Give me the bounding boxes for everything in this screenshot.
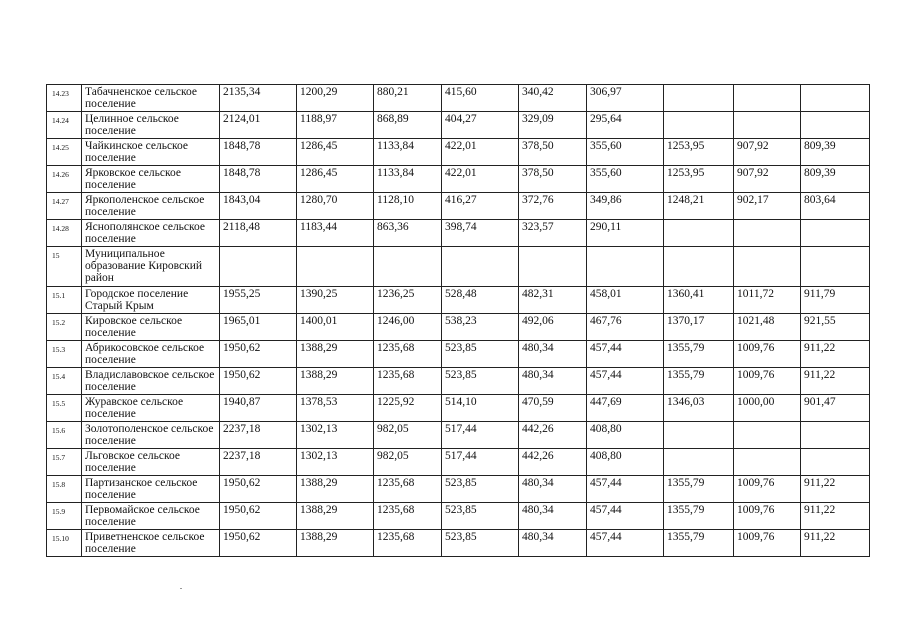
value-cell: 457,44 — [587, 341, 664, 368]
value-cell: 480,34 — [519, 368, 587, 395]
value-cell: 907,92 — [734, 139, 801, 166]
value-cell — [734, 247, 801, 287]
settlement-name: Табачненское сельское поселение — [82, 85, 220, 112]
value-cell: 982,05 — [374, 449, 442, 476]
value-cell — [734, 449, 801, 476]
value-cell: 480,34 — [519, 476, 587, 503]
value-cell: 1235,68 — [374, 503, 442, 530]
value-cell: 2124,01 — [220, 112, 297, 139]
value-cell: 404,27 — [442, 112, 519, 139]
value-cell: 1000,00 — [734, 395, 801, 422]
settlement-name: Владиславовское сельское поселение — [82, 368, 220, 395]
value-cell: 863,36 — [374, 220, 442, 247]
value-cell: 1253,95 — [664, 139, 734, 166]
row-number: 14.25 — [47, 139, 82, 166]
value-cell: 1378,53 — [297, 395, 374, 422]
value-cell: 803,64 — [801, 193, 870, 220]
value-cell: 1128,10 — [374, 193, 442, 220]
value-cell: 982,05 — [374, 422, 442, 449]
table-row — [47, 341, 870, 368]
value-cell: 1253,95 — [664, 166, 734, 193]
value-cell: 1235,68 — [374, 530, 442, 557]
value-cell: 911,22 — [801, 476, 870, 503]
value-cell: 523,85 — [442, 503, 519, 530]
value-cell: 480,34 — [519, 341, 587, 368]
scan-speck — [180, 588, 182, 589]
value-cell: 868,89 — [374, 112, 442, 139]
value-cell: 1388,29 — [297, 503, 374, 530]
value-cell: 1009,76 — [734, 341, 801, 368]
table-row — [47, 193, 870, 220]
value-cell: 457,44 — [587, 476, 664, 503]
value-cell: 1400,01 — [297, 314, 374, 341]
settlement-name: Яснополянское сельское поселение — [82, 220, 220, 247]
value-cell: 323,57 — [519, 220, 587, 247]
settlement-name: Золотополенское сельское поселение — [82, 422, 220, 449]
row-number: 14.28 — [47, 220, 82, 247]
value-cell: 306,97 — [587, 85, 664, 112]
value-cell: 349,86 — [587, 193, 664, 220]
value-cell: 378,50 — [519, 139, 587, 166]
value-cell: 911,79 — [801, 287, 870, 314]
settlement-name: Яркополенское сельское поселение — [82, 193, 220, 220]
settlement-name: Кировское сельское поселение — [82, 314, 220, 341]
value-cell: 1009,76 — [734, 368, 801, 395]
value-cell: 355,60 — [587, 166, 664, 193]
value-cell: 1188,97 — [297, 112, 374, 139]
table-row — [47, 287, 870, 314]
value-cell: 447,69 — [587, 395, 664, 422]
value-cell — [734, 112, 801, 139]
value-cell: 1355,79 — [664, 476, 734, 503]
value-cell: 1390,25 — [297, 287, 374, 314]
value-cell: 1286,45 — [297, 139, 374, 166]
value-cell: 538,23 — [442, 314, 519, 341]
value-cell: 408,80 — [587, 422, 664, 449]
value-cell: 911,22 — [801, 341, 870, 368]
value-cell: 467,76 — [587, 314, 664, 341]
value-cell: 1388,29 — [297, 368, 374, 395]
row-number: 15.10 — [47, 530, 82, 557]
value-cell: 1302,13 — [297, 449, 374, 476]
value-cell: 398,74 — [442, 220, 519, 247]
value-cell: 1848,78 — [220, 166, 297, 193]
value-cell: 442,26 — [519, 422, 587, 449]
value-cell: 2135,34 — [220, 85, 297, 112]
value-cell: 1965,01 — [220, 314, 297, 341]
value-cell: 340,42 — [519, 85, 587, 112]
row-number: 14.23 — [47, 85, 82, 112]
value-cell: 1355,79 — [664, 530, 734, 557]
value-cell — [801, 85, 870, 112]
table-row — [47, 314, 870, 341]
value-cell: 1235,68 — [374, 368, 442, 395]
value-cell: 458,01 — [587, 287, 664, 314]
table-row — [47, 85, 870, 112]
value-cell: 290,11 — [587, 220, 664, 247]
value-cell: 880,21 — [374, 85, 442, 112]
row-number: 15.8 — [47, 476, 82, 503]
value-cell: 1940,87 — [220, 395, 297, 422]
row-number: 15 — [47, 247, 82, 287]
value-cell: 1388,29 — [297, 530, 374, 557]
value-cell: 1225,92 — [374, 395, 442, 422]
value-cell: 416,27 — [442, 193, 519, 220]
settlement-name: Абрикосовское сельское поселение — [82, 341, 220, 368]
table-row — [47, 503, 870, 530]
value-cell — [664, 220, 734, 247]
value-cell: 809,39 — [801, 166, 870, 193]
settlement-name: Первомайское сельское поселение — [82, 503, 220, 530]
value-cell: 1355,79 — [664, 341, 734, 368]
value-cell: 517,44 — [442, 449, 519, 476]
value-cell: 372,76 — [519, 193, 587, 220]
settlement-name: Льговское сельское поселение — [82, 449, 220, 476]
value-cell: 1236,25 — [374, 287, 442, 314]
value-cell: 809,39 — [801, 139, 870, 166]
value-cell — [801, 449, 870, 476]
value-cell — [220, 247, 297, 287]
value-cell: 1950,62 — [220, 341, 297, 368]
value-cell: 1955,25 — [220, 287, 297, 314]
table-row — [47, 368, 870, 395]
value-cell: 480,34 — [519, 503, 587, 530]
table-row — [47, 395, 870, 422]
value-cell: 514,10 — [442, 395, 519, 422]
value-cell: 1009,76 — [734, 503, 801, 530]
value-cell — [734, 85, 801, 112]
value-cell: 528,48 — [442, 287, 519, 314]
value-cell: 1346,03 — [664, 395, 734, 422]
value-cell: 422,01 — [442, 166, 519, 193]
value-cell: 1950,62 — [220, 368, 297, 395]
value-cell: 911,22 — [801, 368, 870, 395]
value-cell — [664, 112, 734, 139]
value-cell: 329,09 — [519, 112, 587, 139]
row-number: 15.9 — [47, 503, 82, 530]
value-cell: 523,85 — [442, 476, 519, 503]
row-number: 14.24 — [47, 112, 82, 139]
value-cell: 378,50 — [519, 166, 587, 193]
value-cell: 911,22 — [801, 530, 870, 557]
value-cell: 1248,21 — [664, 193, 734, 220]
value-cell — [519, 247, 587, 287]
value-cell: 492,06 — [519, 314, 587, 341]
value-cell: 1009,76 — [734, 476, 801, 503]
value-cell: 523,85 — [442, 341, 519, 368]
value-cell: 911,22 — [801, 503, 870, 530]
settlement-name: Городское поселение Старый Крым — [82, 287, 220, 314]
row-number: 14.26 — [47, 166, 82, 193]
value-cell — [374, 247, 442, 287]
value-cell: 523,85 — [442, 530, 519, 557]
value-cell: 408,80 — [587, 449, 664, 476]
value-cell: 1302,13 — [297, 422, 374, 449]
value-cell: 422,01 — [442, 139, 519, 166]
settlement-name: Ярковское сельское поселение — [82, 166, 220, 193]
value-cell: 480,34 — [519, 530, 587, 557]
value-cell — [664, 85, 734, 112]
value-cell — [664, 422, 734, 449]
value-cell: 1133,84 — [374, 166, 442, 193]
value-cell — [664, 449, 734, 476]
value-cell — [801, 247, 870, 287]
value-cell: 523,85 — [442, 368, 519, 395]
value-cell: 1388,29 — [297, 341, 374, 368]
value-cell: 1021,48 — [734, 314, 801, 341]
value-cell: 517,44 — [442, 422, 519, 449]
value-cell — [442, 247, 519, 287]
value-cell: 1950,62 — [220, 503, 297, 530]
settlement-name: Муниципальное образование Кировский район — [82, 247, 220, 287]
value-cell — [734, 422, 801, 449]
value-cell — [801, 220, 870, 247]
value-cell: 295,64 — [587, 112, 664, 139]
value-cell: 2118,48 — [220, 220, 297, 247]
value-cell: 355,60 — [587, 139, 664, 166]
value-cell — [801, 112, 870, 139]
value-cell: 457,44 — [587, 530, 664, 557]
value-cell: 470,59 — [519, 395, 587, 422]
value-cell: 1009,76 — [734, 530, 801, 557]
table-row — [47, 247, 870, 287]
row-number: 15.1 — [47, 287, 82, 314]
value-cell: 1133,84 — [374, 139, 442, 166]
value-cell — [587, 247, 664, 287]
row-number: 15.5 — [47, 395, 82, 422]
value-cell: 1950,62 — [220, 530, 297, 557]
settlement-name: Партизанское сельское поселение — [82, 476, 220, 503]
value-cell: 415,60 — [442, 85, 519, 112]
value-cell: 1286,45 — [297, 166, 374, 193]
value-cell: 457,44 — [587, 368, 664, 395]
value-cell: 2237,18 — [220, 422, 297, 449]
value-cell: 1848,78 — [220, 139, 297, 166]
row-number: 14.27 — [47, 193, 82, 220]
tariff-table — [46, 84, 870, 557]
value-cell: 442,26 — [519, 449, 587, 476]
value-cell: 1011,72 — [734, 287, 801, 314]
value-cell: 921,55 — [801, 314, 870, 341]
value-cell: 1235,68 — [374, 476, 442, 503]
table-row — [47, 166, 870, 193]
table-body — [47, 85, 870, 557]
settlement-name: Журавское сельское поселение — [82, 395, 220, 422]
value-cell: 1355,79 — [664, 503, 734, 530]
value-cell: 1246,00 — [374, 314, 442, 341]
table-row — [47, 476, 870, 503]
table-row — [47, 530, 870, 557]
settlement-name: Чайкинское сельское поселение — [82, 139, 220, 166]
value-cell: 457,44 — [587, 503, 664, 530]
value-cell: 902,17 — [734, 193, 801, 220]
settlement-name: Приветненское сельское поселение — [82, 530, 220, 557]
value-cell: 1370,17 — [664, 314, 734, 341]
table-row — [47, 112, 870, 139]
value-cell: 901,47 — [801, 395, 870, 422]
row-number: 15.7 — [47, 449, 82, 476]
value-cell — [664, 247, 734, 287]
value-cell: 1360,41 — [664, 287, 734, 314]
value-cell: 1843,04 — [220, 193, 297, 220]
value-cell — [801, 422, 870, 449]
value-cell: 907,92 — [734, 166, 801, 193]
table-row — [47, 220, 870, 247]
value-cell: 1235,68 — [374, 341, 442, 368]
value-cell: 1950,62 — [220, 476, 297, 503]
settlement-name: Целинное сельское поселение — [82, 112, 220, 139]
value-cell — [297, 247, 374, 287]
value-cell: 1183,44 — [297, 220, 374, 247]
value-cell — [734, 220, 801, 247]
table-row — [47, 449, 870, 476]
value-cell: 1200,29 — [297, 85, 374, 112]
table-row — [47, 139, 870, 166]
value-cell: 2237,18 — [220, 449, 297, 476]
row-number: 15.3 — [47, 341, 82, 368]
value-cell: 1388,29 — [297, 476, 374, 503]
value-cell: 1280,70 — [297, 193, 374, 220]
row-number: 15.4 — [47, 368, 82, 395]
value-cell: 482,31 — [519, 287, 587, 314]
value-cell: 1355,79 — [664, 368, 734, 395]
row-number: 15.2 — [47, 314, 82, 341]
row-number: 15.6 — [47, 422, 82, 449]
table-row — [47, 422, 870, 449]
